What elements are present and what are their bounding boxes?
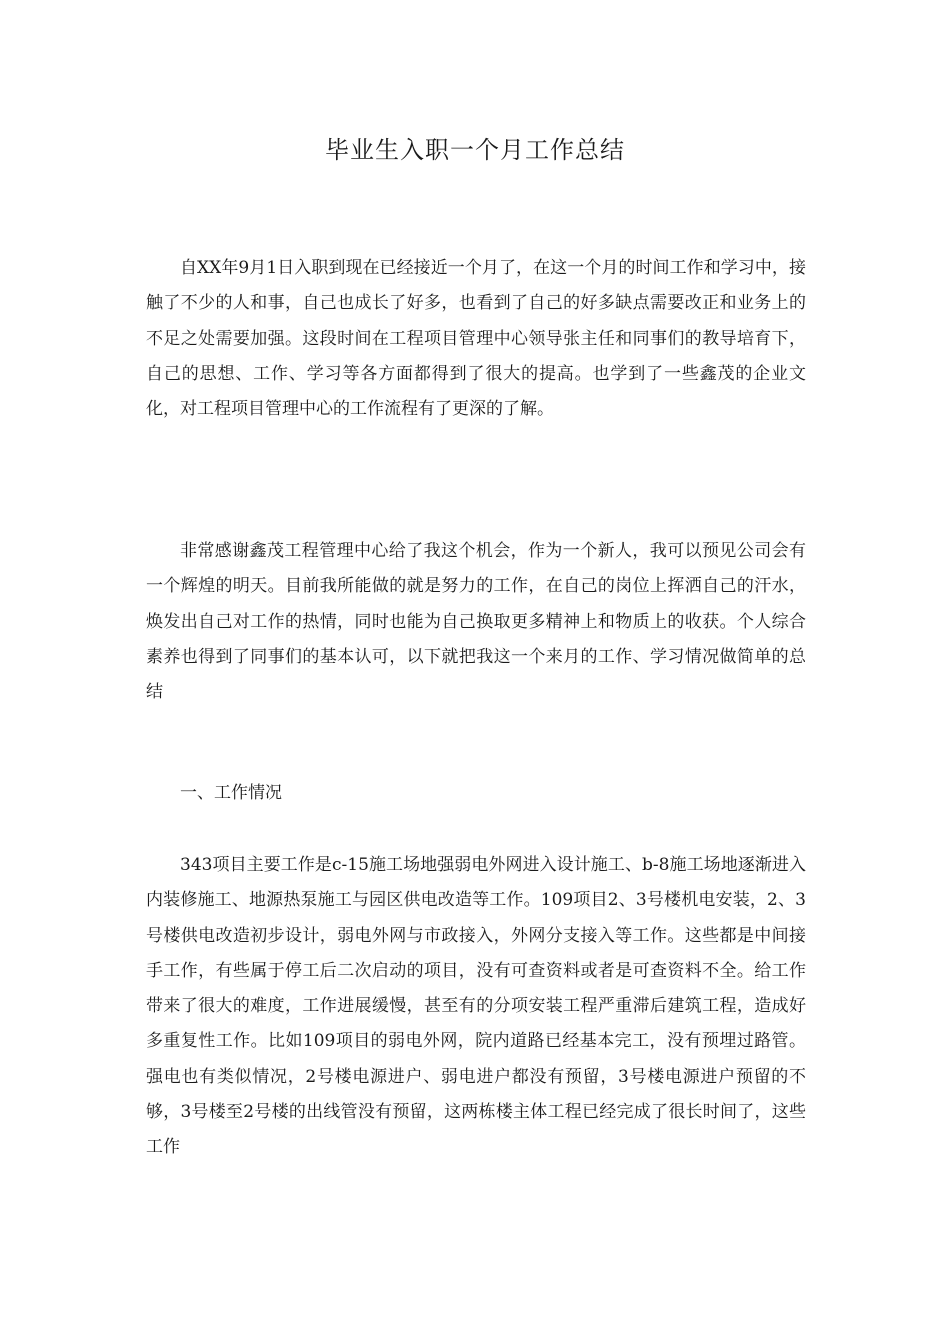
document-title: 毕业生入职一个月工作总结 [325, 136, 625, 164]
section-heading-work: 一、工作情况 [180, 783, 282, 803]
paragraph-intro: 自XX年9月1日入职到现在已经接近一个月了，在这一个月的时间工作和学习中，接触了不少的人和事，自己也成长了好多，也看到了自己的好多缺点需要改正和业务上的不足之处需要加强。这段时间在工程项目管理中心领导张主任和同事们的教导培育下，自己的思想、工作、学习等各方面都得到了很大的提高。也学到了一些鑫茂的企业文化，对工程项目管理中心的工作流程有了更深的了解。 [146, 258, 806, 420]
paragraph-work-details: 343项目主要工作是c-15施工场地强弱电外网进入设计施工、b-8施工场地逐渐进入内装修施工、地源热泵施工与园区供电改造等工作。109项目2、3号楼机电安装，2、3号楼供电改造初步设计，弱电外网与市政接入，外网分支接入等工作。这些都是中间接手工作，有些属于停工后二次启动的项目，没有可查资料或者是可查资料不全。给工作带来了很大的难度，工作进展缓慢，甚至有的分项安装工程严重滞后建筑工程，造成好多重复性工作。比如109项目的弱电外网，院内道路已经基本完工，没有预埋过路管。强电也有类似情况，2号楼电源进户、弱电进户都没有预留，3号楼电源进户预留的不够，3号楼至2号楼的出线管没有预留，这两栋楼主体工程已经完成了很长时间了，这些工作 [146, 855, 806, 1158]
paragraph-thanks: 非常感谢鑫茂工程管理中心给了我这个机会，作为一个新人，我可以预见公司会有一个辉煌的明天。目前我所能做的就是努力的工作，在自己的岗位上挥洒自己的汗水，焕发出自己对工作的热情，同时也能为自己换取更多精神上和物质上的收获。个人综合素养也得到了同事们的基本认可，以下就把我这一个来月的工作、学习情况做简单的总结 [146, 541, 806, 703]
